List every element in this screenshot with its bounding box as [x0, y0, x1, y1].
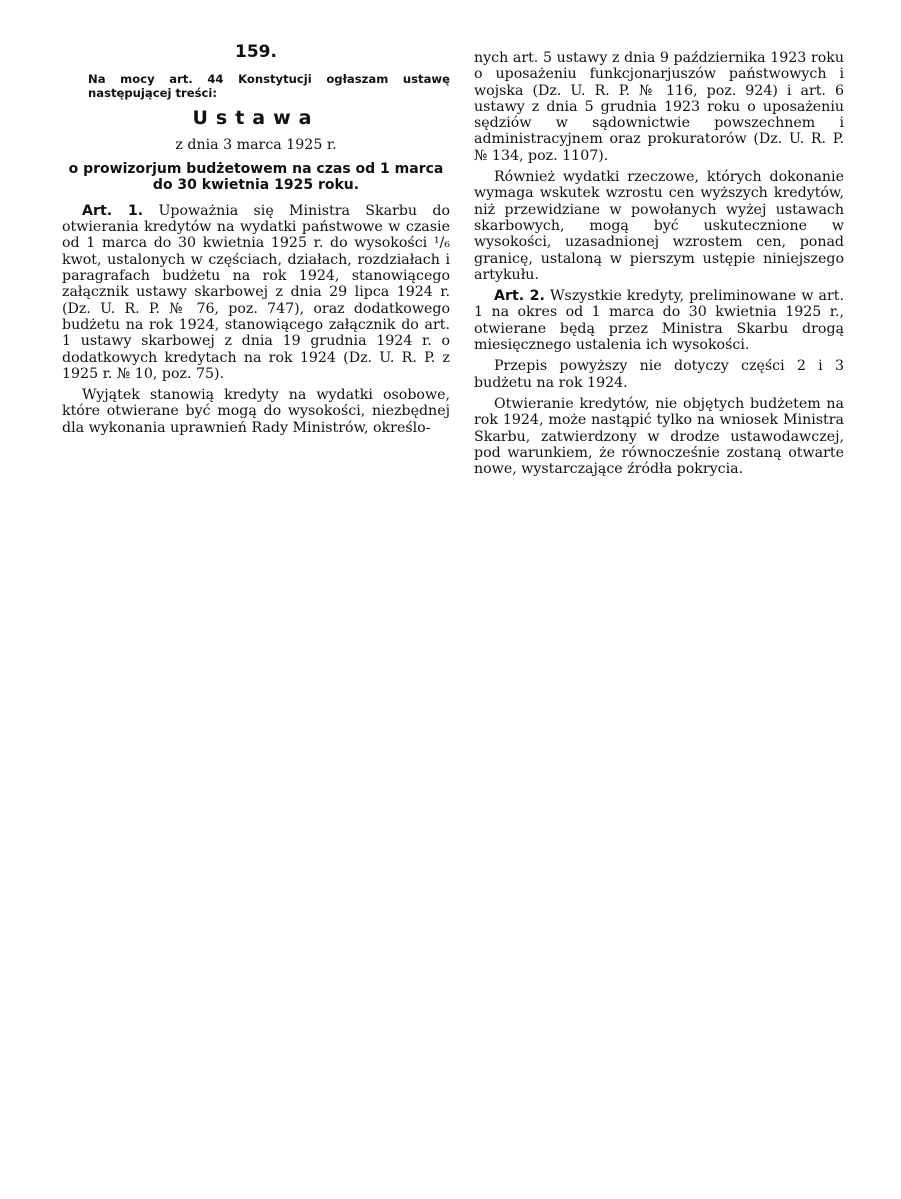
right-column [474, 50, 844, 482]
article-1-label: Art. 1. [82, 202, 144, 219]
act-number: 159. [235, 42, 277, 62]
document-subject: o prowizorjum budżetowem na czas od 1 marca do 30 kwietnia 1925 roku. [68, 160, 444, 193]
article-2-text: Wszystkie kredyty, preliminowane w art. 1 na okres od 1 marca do 30 kwietnia 1925 r., otwierane będą przez Ministra Skarbu drogą miesięcznego ustalenia ich wysokości. [474, 288, 844, 354]
left-column [62, 44, 450, 441]
new-credits-paragraph: Otwieranie kredytów, nie objętych budżetem na rok 1924, może nastąpić tylko na wniosek Ministra Skarbu, zatwierdzony w drodze ustawodawczej, pod warunkiem, że równocześnie zostaną otwarte nowe, wystarczające źródła pokrycia. [474, 395, 844, 478]
article-2-label: Art. 2. [494, 288, 545, 305]
material-expenses-paragraph: Również wydatki rzeczowe, których dokonanie wymaga wskutek wzrostu cen wyższych kredytów, niż przewidziane w powołanych wyżej ustawach skarbowych, mogą być uskutecznione w wysokości, uzasadnionej wzrostem cen, ponad granicę, ustaloną w pierszym ustępie niniejszego artykułu. [474, 169, 844, 283]
continuation-paragraph: nych art. 5 ustawy z dnia 9 października 1923 roku o uposażeniu funkcjonarjuszów państwowych i wojska (Dz. U. R. P. № 116, poz. 924) i art. 6 ustawy z dnia 5 grudnia 1923 roku o uposażeniu sędziów w sądownictwie powszechnem i administracyjnem oraz prokuratorów (Dz. U. R. P. № 134, poz. 1107). [474, 50, 844, 164]
document-title: Ustawa [192, 107, 320, 130]
document-date: z dnia 3 marca 1925 r. [175, 136, 337, 153]
article-1-paragraph [62, 203, 450, 382]
article-1-text: Upoważnia się Ministra Skarbu do otwierania kredytów na wydatki państwowe w czasie od 1 marca do 30 kwietnia 1925 r. do wysokości ¹/₆ kwot, ustalonych w częściach, działach, rozdziałach i paragrafach budżetu na rok 1924, stanowiącego załącznik ustawy skarbowej z dnia 29 lipca 1924 r. (Dz. U. R. P. № 76, poz. 747), oraz dodatkowego budżetu na rok 1924, stanowiącego załącznik do art. 1 ustawy skarbowej z dnia 19 grudnia 1924 r. o dodatkowych kredytach na rok 1924 (Dz. U. R. P. z 1925 r. № 10, poz. 75). [62, 202, 450, 382]
article-2-paragraph [474, 288, 844, 353]
exclusion-paragraph: Przepis powyższy nie dotyczy części 2 i 3 budżetu na rok 1924. [474, 358, 844, 391]
exception-paragraph: Wyjątek stanowią kredyty na wydatki osobowe, które otwierane być mogą do wysokości, niezbędnej dla wykonania uprawnień Rady Ministrów, określo- [62, 387, 450, 436]
preamble: Na mocy art. 44 Konstytucji ogłaszam ustawę następującej treści: [88, 72, 450, 101]
